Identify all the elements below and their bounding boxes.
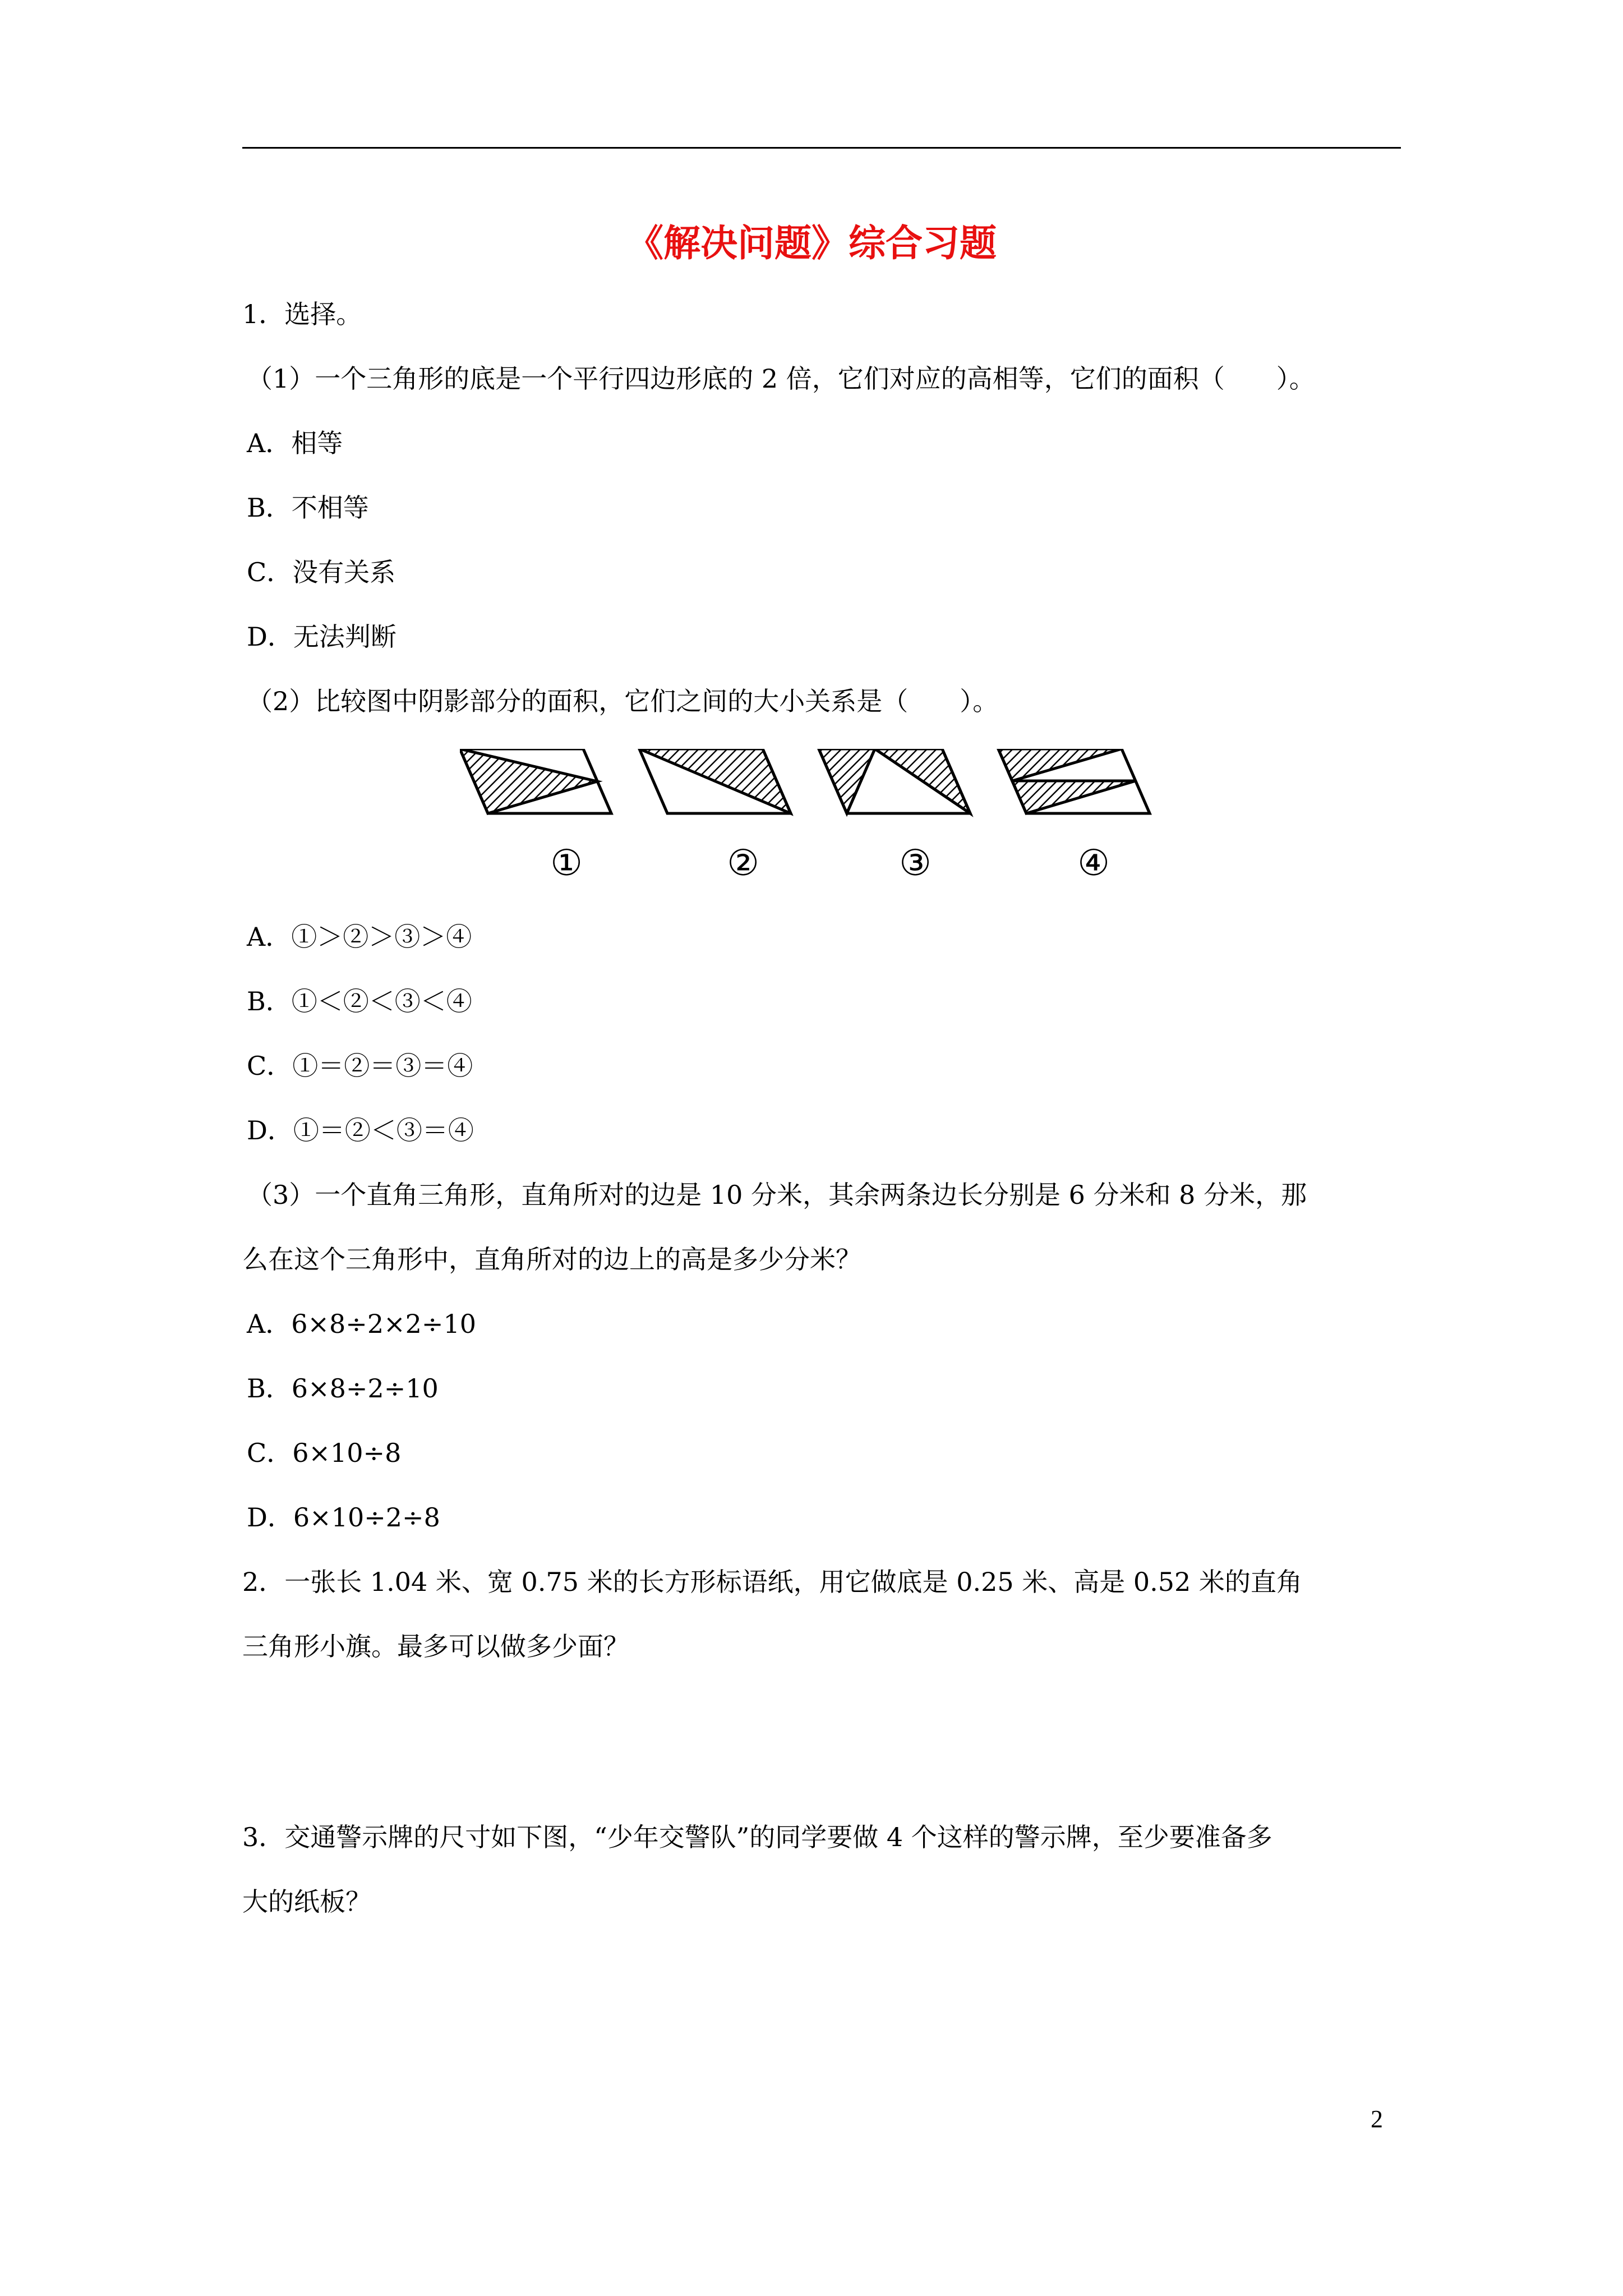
header-rule <box>242 147 1401 149</box>
page-title: 《解决问题》综合习题 <box>626 222 997 265</box>
q1-3-option-d: D．6×10÷2÷8 <box>247 1502 440 1533</box>
figure-2 <box>639 749 791 813</box>
q1-3-option-c: C．6×10÷8 <box>247 1438 402 1468</box>
figure-4 <box>998 749 1150 813</box>
q2-text-line2: 三角形小旗。最多可以做多少面？ <box>242 1631 629 1662</box>
q1-2-option-a: A．①＞②＞③＞④ <box>247 922 472 952</box>
q1-1-option-c: C．没有关系 <box>247 557 396 587</box>
q1-1-option-d: D．无法判断 <box>247 622 396 652</box>
q1-3-option-b: B．6×8÷2÷10 <box>247 1373 439 1404</box>
q1-2-option-b: B．①＜②＜③＜④ <box>247 986 472 1016</box>
figure-3 <box>819 749 970 813</box>
figure-1-label: ① <box>550 843 583 884</box>
figure-1 <box>460 749 611 813</box>
figure-2-label: ② <box>727 843 759 884</box>
q2-text-line1: 2．一张长 1.04 米、宽 0.75 米的长方形标语纸，用它做底是 0.25 米、高是 0.52 米的直角 <box>242 1567 1302 1597</box>
q1-3-text-line1: （3）一个直角三角形，直角所对的边是 10 分米，其余两条边长分别是 6 分米和 8 分米，那 <box>247 1180 1307 1210</box>
q1-1-option-a: A．相等 <box>247 428 343 458</box>
q1-3-option-a: A．6×8÷2×2÷10 <box>247 1309 476 1339</box>
figure-4-label: ④ <box>1077 843 1110 884</box>
q1-1-text: （1）一个三角形的底是一个平行四边形底的 2 倍，它们对应的高相等，它们的面积（ ）。 <box>247 364 1315 394</box>
q1-header: 1．选择。 <box>242 299 362 329</box>
q3-text-line1: 3．交通警示牌的尺寸如下图，“少年交警队”的同学要做 4 个这样的警示牌，至少要准备多 <box>242 1822 1272 1852</box>
q1-2-text: （2）比较图中阴影部分的面积，它们之间的大小关系是（ ）。 <box>247 686 999 716</box>
q1-2-option-d: D．①＝②＜③＝④ <box>247 1115 474 1145</box>
shaded-area-figures <box>460 749 1166 895</box>
q1-1-option-b: B．不相等 <box>247 493 369 523</box>
q1-3-text-line2: 么在这个三角形中，直角所对的边上的高是多少分米？ <box>242 1244 861 1274</box>
page-number: 2 <box>1371 2105 1383 2133</box>
q1-2-option-c: C．①＝②＝③＝④ <box>247 1051 473 1081</box>
figure-3-label: ③ <box>899 843 932 884</box>
q3-text-line2: 大的纸板？ <box>242 1887 371 1917</box>
